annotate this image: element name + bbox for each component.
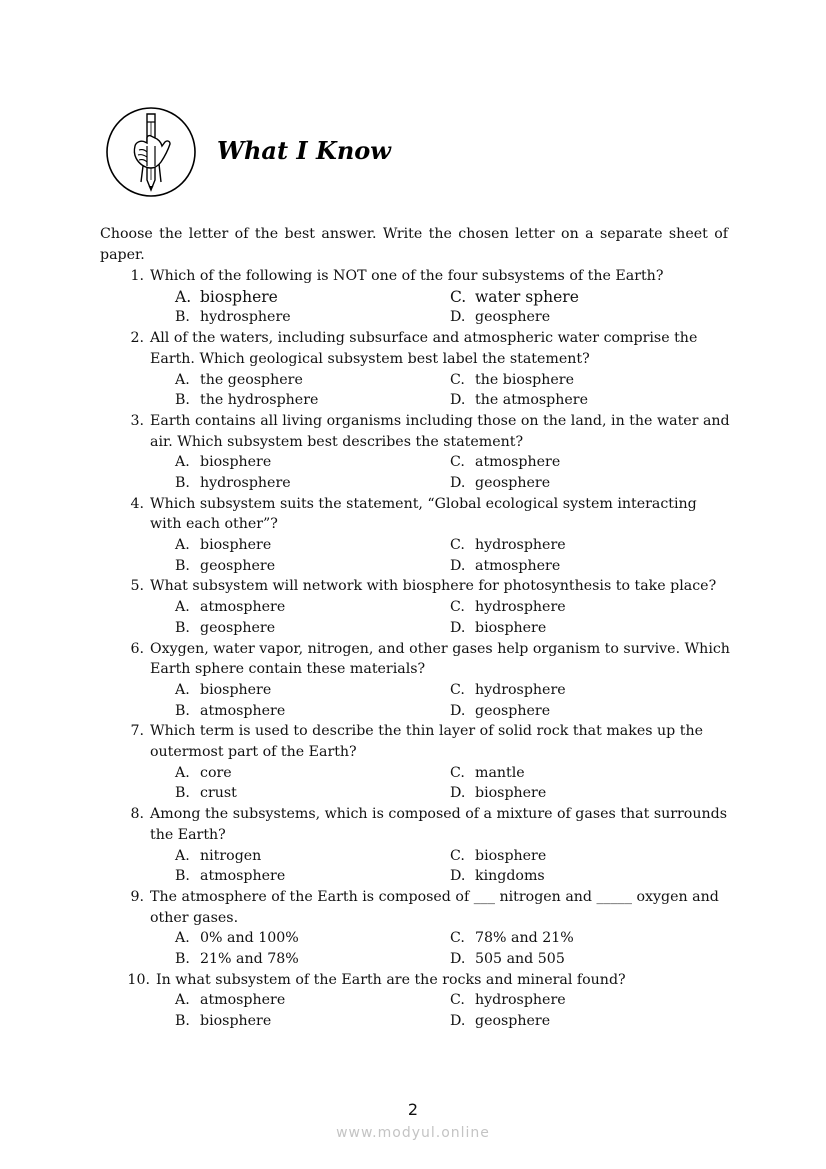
question-number: 10. (127, 971, 150, 988)
option-b: B. biosphere (175, 1013, 272, 1030)
hand-pencil-icon (105, 106, 197, 198)
question-stem: Oxygen, water vapor, nitrogen, and other gases help organism to survive. Which Earth sphere contain these materials? (150, 640, 730, 678)
option-a: A. the geosphere (175, 371, 303, 388)
option-a: A. biosphere (175, 287, 278, 306)
option-c: C. mantle (450, 764, 525, 781)
option-b: B. the hydrosphere (175, 392, 319, 409)
option-c: C. the biosphere (450, 371, 574, 388)
option-c: C. hydrosphere (450, 681, 566, 698)
option-a: A. core (175, 764, 232, 781)
question-number: 8. (130, 806, 144, 823)
section-title: What I Know (217, 136, 391, 165)
question-3 (100, 411, 730, 494)
question-7 (100, 721, 730, 804)
page-number: 2 (407, 1100, 419, 1119)
option-a: A. biosphere (175, 681, 272, 698)
question-number: 4. (130, 495, 144, 512)
question-6 (100, 639, 730, 722)
option-d: D. geosphere (450, 702, 551, 719)
question-4 (100, 494, 730, 577)
option-b: B. geosphere (175, 557, 276, 574)
option-d: D. the atmosphere (450, 392, 588, 409)
option-c: C. 78% and 21% (450, 930, 574, 947)
section-header (105, 106, 505, 198)
option-c: C. hydrosphere (450, 992, 566, 1009)
question-9 (100, 887, 730, 970)
option-d: D. biosphere (450, 785, 547, 802)
option-d: D. geosphere (450, 474, 551, 491)
question-stem: All of the waters, including subsurface and atmospheric water comprise the Earth. Which geological subsystem best label the statement? (150, 330, 698, 367)
question-5 (100, 576, 730, 638)
option-b: B. 21% and 78% (175, 951, 299, 968)
question-10 (100, 970, 730, 1032)
option-a: A. atmosphere (175, 599, 286, 616)
option-c: C. hydrosphere (450, 537, 566, 554)
question-stem: What subsystem will network with biosphere for photosynthesis to take place? (150, 578, 717, 595)
question-number: 3. (130, 412, 144, 429)
option-b: B. atmosphere (175, 702, 286, 719)
question-number: 2. (130, 330, 144, 347)
option-d: D. biosphere (450, 619, 547, 636)
option-b: B. atmosphere (175, 868, 286, 885)
question-stem: Which of the following is NOT one of the four subsystems of the Earth? (150, 268, 664, 284)
question-stem: Which term is used to describe the thin layer of solid rock that makes up the outermost part of the Earth? (150, 723, 703, 761)
option-a: A. 0% and 100% (175, 930, 299, 947)
option-c: C. biosphere (450, 847, 547, 864)
option-c: C. atmosphere (450, 454, 561, 471)
question-2 (100, 328, 730, 411)
watermark-text: www.modyul.online (336, 1125, 490, 1141)
option-a: A. biosphere (175, 537, 272, 554)
question-number: 5. (130, 578, 144, 595)
option-d: D. geosphere (450, 1013, 551, 1030)
option-a: A. biosphere (175, 454, 272, 471)
option-b: B. hydrosphere (175, 474, 291, 491)
option-d: D. atmosphere (450, 557, 561, 574)
question-stem: Which subsystem suits the statement, “Global ecological system interacting with each other”? (150, 495, 697, 533)
question-list (100, 266, 730, 1032)
question-number: 7. (130, 723, 144, 740)
question-1 (100, 266, 730, 328)
option-a: A. atmosphere (175, 992, 286, 1009)
option-c: C. water sphere (450, 287, 579, 306)
question-number: 9. (130, 888, 144, 905)
question-8 (100, 804, 730, 887)
option-b: B. hydrosphere (175, 309, 291, 326)
question-stem: The atmosphere of the Earth is composed of ___ nitrogen and _____ oxygen and other gases. (150, 888, 719, 926)
option-c: C. hydrosphere (450, 599, 566, 616)
option-d: D. 505 and 505 (450, 951, 565, 968)
option-d: D. kingdoms (450, 868, 545, 885)
instructions-text: Choose the letter of the best answer. Write the chosen letter on a separate sheet of paper. (100, 226, 728, 263)
option-d: D. geosphere (450, 309, 551, 326)
question-number: 6. (130, 640, 144, 657)
question-number: 1. (130, 268, 144, 284)
option-b: B. geosphere (175, 619, 276, 636)
question-stem: Earth contains all living organisms including those on the land, in the water and air. Which subsystem best describes the statement? (150, 412, 730, 450)
option-a: A. nitrogen (175, 847, 262, 864)
option-b: B. crust (175, 785, 237, 802)
question-stem: Among the subsystems, which is composed of a mixture of gases that surrounds the Earth? (150, 806, 727, 843)
question-stem: In what subsystem of the Earth are the rocks and mineral found? (156, 971, 626, 988)
